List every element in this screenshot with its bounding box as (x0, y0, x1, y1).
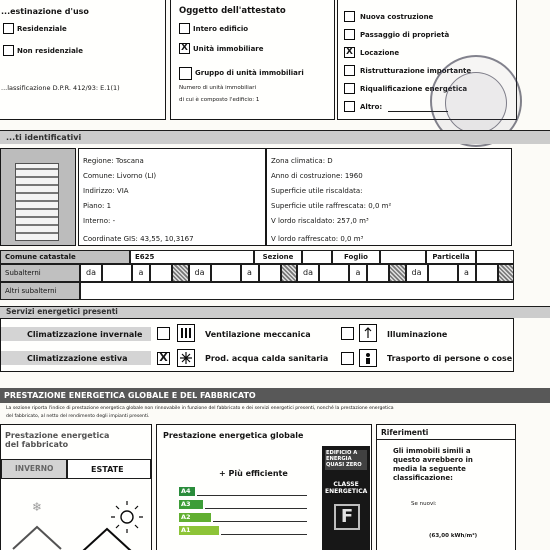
subalterni-hatch (389, 264, 406, 282)
riferimenti-box (376, 424, 516, 550)
class-bar-a4: A4 (179, 487, 195, 496)
subalterni-a-label: a (349, 264, 367, 282)
foglio-value (380, 250, 426, 264)
destinazione-title: ...estinazione d'uso (1, 7, 89, 16)
zona-text: Zona climatica: D (271, 157, 333, 165)
building-photo (0, 148, 76, 246)
passaggio-label: Passaggio di proprietà (360, 31, 450, 39)
servizi-box (0, 318, 514, 372)
sezione-value (302, 250, 332, 264)
class-bar-a2: A2 (179, 513, 211, 522)
prestazione-desc-1: La sezione riporta l'indice di prestazione energetica globale non rinnovabile in funzione del fabbricato e dei servizi energetici presenti, nonché la prestazione energetica (6, 406, 394, 411)
acqua-calda-checkbox[interactable] (341, 352, 354, 365)
altri-subalterni-value (80, 282, 514, 300)
residenziale-label: Residenziale (17, 25, 67, 33)
locazione-label: Locazione (360, 49, 400, 57)
clim-estiva-checkbox[interactable]: X (157, 352, 170, 365)
regione-text: Regione: Toscana (83, 157, 144, 165)
subalterni-a-label: a (132, 264, 150, 282)
clim-invernale-checkbox[interactable] (157, 327, 170, 340)
destinazione-uso-box (0, 0, 166, 120)
dati-right-panel (266, 148, 512, 246)
v-risc-text: V lordo riscaldato: 257,0 m³ (271, 217, 369, 225)
riferimenti-divider (377, 439, 515, 440)
subalterni-hatch (281, 264, 298, 282)
subalterni-da-value[interactable] (102, 264, 132, 282)
comune-catastale-header: Comune catastale (0, 250, 130, 264)
interno-text: Interno: - (83, 217, 116, 225)
locazione-checkbox[interactable]: X (344, 47, 355, 58)
classe-label: CLASSE ENERGETICA (325, 481, 368, 495)
subalterni-da-label: da (189, 264, 211, 282)
globale-title: Prestazione energetica globale (163, 431, 304, 440)
non-residenziale-checkbox[interactable] (3, 45, 14, 56)
subalterni-da-value[interactable] (428, 264, 458, 282)
comune-text: Comune: Livorno (LI) (83, 172, 157, 180)
subalterni-a-label: a (241, 264, 259, 282)
piu-efficiente-label: + Più efficiente (219, 469, 288, 478)
subalterni-a-value[interactable] (150, 264, 172, 282)
fan-icon (359, 324, 377, 342)
nuova-costruzione-label: Nuova costruzione (360, 13, 434, 21)
dati-section-title: ...ti identificativi (6, 133, 82, 142)
v-raff-text: V lordo raffrescato: 0,0 m³ (271, 235, 364, 243)
gruppo-unita-label: Gruppo di unità immobiliari (195, 69, 304, 77)
subalterni-a-value[interactable] (259, 264, 281, 282)
se-nuovi-label: Se nuovi: (411, 501, 437, 507)
class-row-line (213, 521, 307, 522)
foglio-header: Foglio (332, 250, 380, 264)
subalterni-a-label: a (458, 264, 476, 282)
nzeb-panel (322, 446, 370, 550)
ristrutturazione-label: Ristrutturazione importante (360, 67, 472, 75)
oggetto-title: Oggetto dell'attestato (179, 6, 286, 16)
class-row-line (197, 495, 307, 496)
ventilazione-label: Ventilazione meccanica (205, 330, 311, 339)
ristrutturazione-checkbox[interactable] (344, 65, 355, 76)
ventilazione-checkbox[interactable] (341, 327, 354, 340)
clim-invernale-label: Climatizzazione invernale (27, 330, 143, 339)
kwh-value: (63,00 kWh/m²) (429, 533, 478, 539)
passaggio-checkbox[interactable] (344, 29, 355, 40)
acqua-calda-label: Prod. acqua calda sanitaria (205, 354, 329, 363)
snowflake-icon (177, 349, 195, 367)
intero-edificio-checkbox[interactable] (179, 23, 190, 34)
subalterni-da-value[interactable] (211, 264, 241, 282)
altro-label: Altro: (360, 103, 383, 111)
subalterni-da-value[interactable] (319, 264, 349, 282)
coordinate-text: Coordinate GIS: 43,55, 10,3167 (83, 235, 194, 243)
inverno-label: INVERNO (15, 464, 54, 473)
superficie-text: Superficie utile riscaldata: (271, 187, 363, 195)
svg-text:❄: ❄ (31, 500, 43, 514)
riferimenti-text: Gli immobili simili a questo avrebbero in media la seguente classificazione: (393, 447, 473, 483)
intero-edificio-label: Intero edificio (193, 25, 249, 33)
radiator-icon (177, 324, 195, 342)
particella-value (476, 250, 514, 264)
subalterni-hatch (172, 264, 189, 282)
sezione-header: Sezione (254, 250, 302, 264)
fabbricato-title: Prestazione energetica del fabbricato (5, 431, 110, 450)
altri-subalterni-header: Altri subalterni (0, 282, 80, 300)
class-bar-a3: A3 (179, 500, 203, 509)
oggetto-attestato-box (170, 0, 335, 120)
residenziale-checkbox[interactable] (3, 23, 14, 34)
servizi-title: Servizi energetici presenti (6, 307, 118, 316)
subalterni-a-value[interactable] (367, 264, 389, 282)
indirizzo-text: Indirizzo: VIA (83, 187, 129, 195)
non-residenziale-label: Non residenziale (17, 47, 83, 55)
unita-immobiliare-label: Unità immobiliare (193, 45, 264, 53)
summer-house-icon (79, 491, 149, 550)
riferimenti-title: Riferimenti (381, 428, 429, 437)
estate-label: ESTATE (91, 465, 124, 474)
dati-left-panel (78, 148, 266, 246)
class-row-line (205, 508, 307, 509)
subalterni-da-label: da (406, 264, 428, 282)
fabbricato-box (0, 424, 152, 550)
winter-house-icon (9, 491, 65, 550)
trasporto-label: Trasporto di persone o cose (387, 354, 513, 363)
elevator-icon (359, 349, 377, 367)
class-bar-a1: A1 (179, 526, 219, 535)
altro-checkbox[interactable] (344, 101, 355, 112)
subalterni-a-value[interactable] (476, 264, 498, 282)
anno-text: Anno di costruzione: 1960 (271, 172, 363, 180)
numero-unita-text: Numero di unità immobiliari (179, 85, 256, 91)
building-shape (15, 163, 59, 241)
piano-text: Piano: 1 (83, 202, 112, 210)
subalterni-hatch (498, 264, 515, 282)
riqualificazione-checkbox[interactable] (344, 83, 355, 94)
prestazione-desc-2: del fabbricato, al netto del rendimento degli impianti presenti. (6, 414, 150, 419)
official-stamp-inner (445, 72, 507, 134)
subalterni-header: Subalterni (0, 264, 80, 282)
classificazione-text: ...lassificazione D.P.R. 412/93: E.1(1) (1, 84, 120, 92)
di-cui-text: di cui è composto l'edificio: 1 (179, 97, 260, 103)
particella-header: Particella (426, 250, 476, 264)
unita-immobiliare-checkbox[interactable]: X (179, 43, 190, 54)
nuova-costruzione-checkbox[interactable] (344, 11, 355, 22)
codice-catastale: E625 (130, 250, 254, 264)
gruppo-unita-checkbox[interactable] (179, 67, 192, 80)
illuminazione-label: Illuminazione (387, 330, 448, 339)
subalterni-da-label: da (297, 264, 319, 282)
sup-raff-text: Superficie utile raffrescata: 0,0 m² (271, 202, 392, 210)
subalterni-da-label: da (80, 264, 102, 282)
dati-section-bar (0, 130, 550, 144)
riqualificazione-label: Riqualificazione energetica (360, 85, 468, 93)
class-row-line (221, 534, 307, 535)
classe-value: F (334, 504, 360, 530)
prestazione-header: PRESTAZIONE ENERGETICA GLOBALE E DEL FABBRICATO (0, 388, 550, 403)
clim-estiva-label: Climatizzazione estiva (27, 354, 128, 363)
nzeb-label: EDIFICIO A ENERGIA QUASI ZERO (325, 450, 367, 470)
